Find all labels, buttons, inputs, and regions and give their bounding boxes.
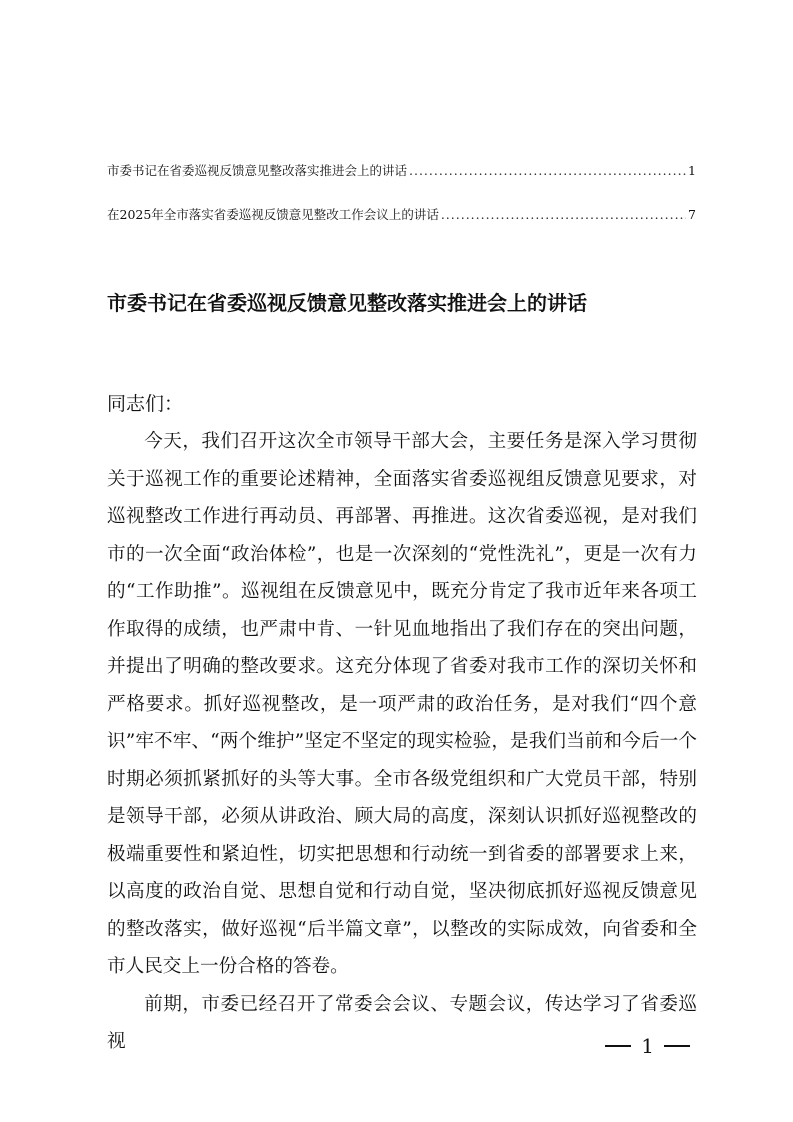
page-footer bbox=[560, 1028, 690, 1064]
toc-entry-title: 市委书记在省委巡视反馈意见整改落实推进会上的讲话 bbox=[107, 163, 408, 178]
footer-dash-left bbox=[605, 1045, 631, 1047]
footer-dash-right bbox=[664, 1045, 690, 1047]
toc-entry[interactable] bbox=[107, 163, 696, 179]
toc-entry-title: 在2025年全市落实省委巡视反馈意见整改工作会议上的讲话 bbox=[107, 207, 439, 222]
toc-entry-page: 7 bbox=[688, 207, 696, 222]
document-title: 市委书记在省委巡视反馈意见整改落实推进会上的讲话 bbox=[107, 291, 587, 315]
toc-entry[interactable] bbox=[107, 207, 696, 223]
toc-dot-leader bbox=[441, 207, 686, 223]
salutation: 同志们： bbox=[107, 393, 184, 415]
toc-dot-leader bbox=[409, 163, 686, 179]
body-paragraph: 今天，我们召开这次全市领导干部大会，主要任务是深入学习贯彻关于巡视工作的重要论述精神，全面落实省委巡视组反馈意见要求，对巡视整改工作进行再动员、再部署、再推进。这次省委巡视，是对我们市的一次全面“政治体检”，也是一次深刻的“党性洗礼”，更是一次有力的“工作助推”。巡视组在反馈意见中，既充分肯定了我市近年来各项工作取得的成绩，也严肃中肯、一针见血地指出了我们存在的突出问题，并提出了明确的整改要求。这充分体现了省委对我市工作的深切关怀和严格要求。抓好巡视整改，是一项严肃的政治任务，是对我们“四个意识”牢不牢、“两个维护”坚定不坚定的现实检验，是我们当前和今后一个时期必须抓紧抓好的头等大事。全市各级党组织和广大党员干部，特别是领导干部，必须从讲政治、顾大局的高度，深刻认识抓好巡视整改的极端重要性和紧迫性，切实把思想和行动统一到省委的部署要求上来，以高度的政治自觉、思想自觉和行动自觉，坚决彻底抓好巡视反馈意见的整改落实，做好巡视“后半篇文章”，以整改的实际成效，向省委和全市人民交上一份合格的答卷。 bbox=[107, 431, 697, 977]
table-of-contents bbox=[107, 163, 696, 223]
document-body bbox=[107, 386, 697, 1061]
body-paragraph: 前期，市委已经召开了常委会会议、专题会议，传达学习了省委巡视 bbox=[107, 993, 697, 1052]
page-number: 1 bbox=[641, 1034, 654, 1058]
toc-entry-page: 1 bbox=[688, 163, 696, 178]
